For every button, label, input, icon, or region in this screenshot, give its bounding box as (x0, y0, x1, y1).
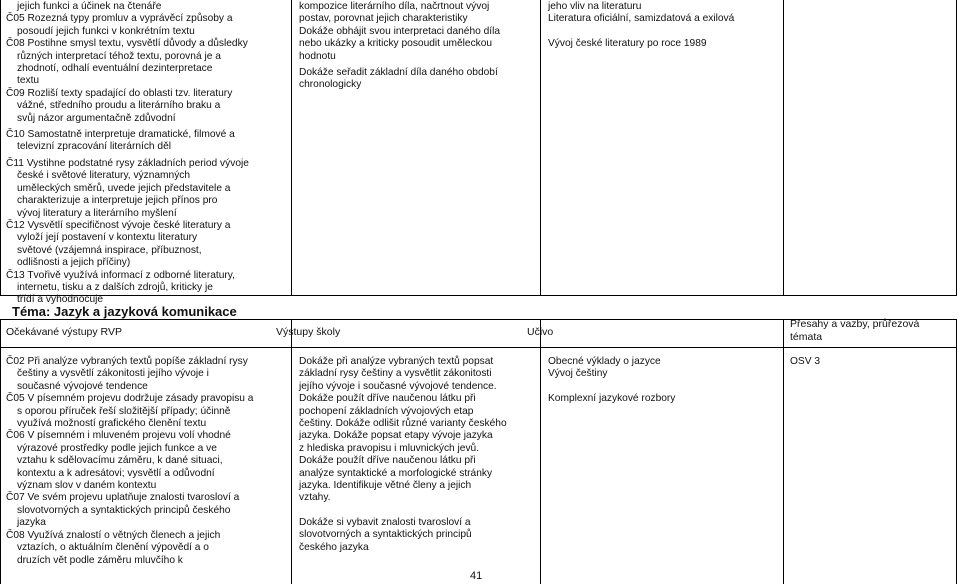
header-rvp: Očekávané výstupy RVP (6, 326, 122, 338)
text-line: českého jazyka (299, 541, 369, 553)
text-line: jazyka. Dokáže popsat etapy vývoje jazyka (299, 430, 493, 442)
text-line: posoudí jejich funkci v konkrétním textu (17, 25, 195, 37)
text-line: jejich funkci a účinek na čtenáře (17, 1, 162, 12)
text-line: jazyka (17, 517, 46, 529)
text-line: Č05 V písemném projevu dodržuje zásady pravopisu a (6, 393, 254, 405)
text-line: chronologicky (299, 79, 362, 91)
text-line: druzích vět podle záměru mluvčího k (17, 554, 183, 566)
text-line: Dokáže při analýze vybraných textů popsat (299, 356, 494, 367)
top-table-left-border (0, 0, 1, 296)
text-line: jejího vývoje i současné vývojové tendence. (299, 380, 497, 392)
text-line: Č12 Vysvětlí specifičnost vývoje české literatury a (6, 219, 231, 231)
text-line: Literatura oficiální, samizdatová a exilová (548, 13, 735, 25)
text-line: svůj názor argumentačně zdůvodní (17, 112, 176, 124)
text-line: význam slov v daném kontextu (17, 480, 157, 492)
text-line: postav, porovnat jejich charakteristiky (299, 13, 468, 25)
text-line: internetu, tisku a z dalších zdrojů, kriticky je (17, 281, 213, 293)
bottom-rvp-outputs-cell (6, 356, 278, 567)
bottom-table-header-border (0, 347, 957, 348)
bottom-table-divider-3 (783, 319, 784, 584)
text-line: Č10 Samostatně interpretuje dramatické, filmové a (6, 129, 235, 141)
text-line: charakterizuje a interpretuje jejich přínos pro (17, 195, 218, 207)
text-line: Č05 Rozezná typy promluv a vyprávěcí způsoby a (6, 13, 233, 25)
bottom-table-divider-1 (291, 319, 292, 584)
text-line: výrazové prostředky podle jejich funkce a ve (17, 442, 217, 454)
text-line: nebo ukázky a kriticky posoudit uměleckou (299, 38, 493, 50)
text-line: s oporou příruček řeší složitější případy; účinně (17, 405, 231, 417)
text-line: Č02 Při analýze vybraných textů popíše základní rysy (6, 356, 248, 367)
bottom-school-outputs-cell (299, 356, 539, 554)
text-line: různých interpretací téhož textu, porovná je a (17, 50, 221, 62)
text-line: slovotvorných a syntaktických principů českého (17, 504, 231, 516)
text-line: zhodnotí, odhalí eventuální dezinterpretace (17, 63, 213, 75)
text-line: vývoj literatury a literárního myšlení (17, 207, 177, 219)
bottom-table-right-border (956, 319, 957, 584)
top-table-right-border (956, 0, 957, 296)
text-line: kontextu a k adresátovi; vysvětlí a odůvodní (17, 467, 215, 479)
text-line: Dokáže seřadit základní díla daného období (299, 67, 498, 79)
text-line: uměleckých směrů, uvede jejich představitele a (17, 182, 231, 194)
bottom-curriculum-cell (548, 356, 763, 405)
text-line: z hlediska pravopisu i mluvnických jevů. (299, 442, 480, 454)
text-line: češtiny a vysvětlí zákonitosti jejího vývoje i (17, 368, 209, 380)
top-rvp-outputs-cell (6, 1, 278, 307)
text-line: kompozice literárního díla, načrtnout vývoj (299, 1, 490, 12)
text-line: pochopení základních vývojových etap (299, 405, 474, 417)
text-line: Č11 Vystihne podstatné rysy základních period vývoje (6, 157, 249, 169)
text-line: slovotvorných a syntaktických principů (299, 529, 472, 541)
text-line: televizní zpracování literárních děl (17, 141, 172, 153)
text-line: odlišnosti a jejich příčiny) (17, 257, 131, 269)
text-line: vztahu k sdělovacímu záměru, k dané situaci, (17, 455, 223, 467)
text-line: Obecné výklady o jazyce (548, 356, 661, 367)
text-line: Dokáže obhájit svou interpretaci daného díla (299, 25, 501, 37)
bottom-table-left-border (0, 319, 1, 584)
text-line: textu (17, 75, 40, 87)
section-title: Téma: Jazyk a jazyková komunikace (12, 304, 237, 319)
text-line: využívá možností grafického členění textu (17, 418, 207, 430)
text-line: Dokáže si vybavit znalosti tvarosloví a (299, 516, 471, 528)
text-line: vztahy. (299, 492, 331, 504)
page-number: 41 (470, 570, 483, 582)
text-line: vážné, středního proudu a literárního braku a (17, 100, 221, 112)
header-school: Výstupy školy (276, 326, 341, 338)
text-line: Č09 Rozliší texty spadající do oblasti tzv. literatury (6, 87, 233, 99)
text-line: české i světové literatury, významných (17, 170, 191, 182)
text-line: Komplexní jazykové rozbory (548, 392, 676, 404)
text-line: Dokáže použít dříve naučenou látku při (299, 393, 476, 405)
text-line: světové (vzájemná inspirace, příbuznost, (17, 244, 202, 256)
bottom-crosscutting-cell (790, 356, 950, 368)
text-line: Č08 Využívá znalostí o větných členech a jejich (6, 529, 221, 541)
text-line: současné vývojové tendence (17, 380, 148, 392)
text-line: jeho vliv na literaturu (548, 1, 642, 12)
text-line: základní rysy češtiny a vysvětlit zákonitosti (299, 368, 492, 380)
header-crosscutting: Přesahy a vazby, průřezová témata (790, 318, 920, 343)
top-table-divider-1 (291, 0, 292, 296)
text-line: OSV 3 (790, 356, 821, 367)
bottom-table-divider-2 (540, 319, 541, 584)
text-line: hodnotu (299, 50, 336, 62)
text-line: Dokáže použít dříve naučenou látku při (299, 455, 476, 467)
text-line: vztazích, o aktuálním členění výpovědí a o (17, 542, 209, 554)
top-school-outputs-cell (299, 1, 539, 92)
text-line: Č07 Ve svém projevu uplatňuje znalosti tvarosloví a (6, 492, 240, 504)
top-table-divider-3 (783, 0, 784, 296)
text-line: Č13 Tvořivě využívá informací z odborné literatury, (6, 269, 235, 281)
text-line: češtiny. Dokáže odlišit různé varianty českého (299, 418, 507, 430)
text-line: vyloží její postavení v kontextu literatury (17, 232, 198, 244)
top-table-divider-2 (540, 0, 541, 296)
top-curriculum-cell (548, 1, 763, 50)
text-line: třídí a vyhodnocuje (17, 294, 104, 306)
text-line: jazyka. Identifikuje větné členy a jejich (299, 480, 472, 492)
text-line: Vývoj české literatury po roce 1989 (548, 37, 707, 49)
text-line: analýze syntaktické a morfologické stránky (299, 467, 493, 479)
header-curriculum: Učivo (527, 326, 554, 338)
text-line: Č06 V písemném i mluveném projevu volí vhodné (6, 430, 231, 442)
text-line: Vývoj češtiny (548, 368, 608, 380)
text-line: Č08 Postihne smysl textu, vysvětlí důvody a důsledky (6, 38, 248, 50)
